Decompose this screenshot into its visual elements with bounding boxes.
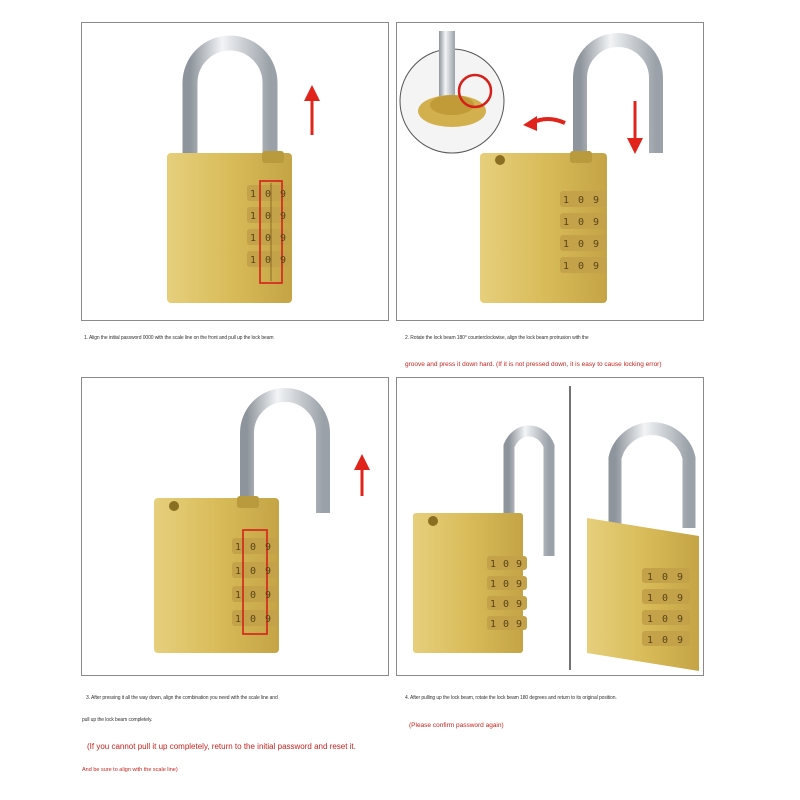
svg-text:9: 9: [280, 189, 287, 200]
step-3-caption: 3. After pressing it all the way down, align the combination you need with the scale line and: [86, 695, 278, 701]
svg-text:9: 9: [593, 239, 600, 250]
svg-text:1: 1: [647, 614, 654, 625]
svg-text:9: 9: [593, 261, 600, 272]
svg-text:9: 9: [280, 233, 287, 244]
step-2-panel: [396, 22, 704, 321]
svg-text:1: 1: [250, 211, 257, 222]
step-4-padlock-illustration: [397, 378, 704, 676]
step-3-caption-line2: pull up the lock beam completely.: [82, 717, 153, 723]
step-2-warning: groove and press it down hard. (If it is not pressed down, it is easy to cause locking error): [405, 361, 662, 368]
step-2-caption: 2. Rotate the lock beam 180° counterclockwise, align the lock beam protrusion with the: [405, 335, 589, 341]
step-1-panel: [81, 22, 389, 321]
svg-text:9: 9: [516, 559, 523, 570]
svg-text:0: 0: [662, 572, 669, 583]
svg-text:0: 0: [662, 635, 669, 646]
step-2-padlock-illustration: [397, 23, 704, 321]
svg-text:9: 9: [677, 593, 684, 604]
svg-text:1: 1: [647, 572, 654, 583]
svg-text:1: 1: [490, 579, 497, 590]
svg-text:0: 0: [503, 579, 510, 590]
svg-text:9: 9: [265, 590, 272, 601]
groove-detail-inset: [400, 31, 504, 153]
svg-text:9: 9: [516, 619, 523, 630]
pull-up-arrow-icon: [304, 85, 320, 135]
svg-text:1: 1: [563, 239, 570, 250]
svg-text:0: 0: [578, 195, 585, 206]
step-3-padlock-illustration: [82, 378, 389, 676]
svg-text:0: 0: [503, 619, 510, 630]
svg-text:1: 1: [563, 261, 570, 272]
step-3-panel: [81, 377, 389, 676]
svg-text:9: 9: [516, 599, 523, 610]
svg-text:1: 1: [250, 189, 257, 200]
svg-text:9: 9: [265, 566, 272, 577]
svg-text:0: 0: [578, 217, 585, 228]
svg-text:1: 1: [250, 233, 257, 244]
svg-text:0: 0: [662, 614, 669, 625]
svg-text:0: 0: [250, 566, 257, 577]
step-4-warning: (Please confirm password again): [409, 722, 504, 729]
svg-text:0: 0: [265, 189, 272, 200]
svg-text:1: 1: [647, 593, 654, 604]
step-1-caption: 1. Align the initial password 0000 with the scale line on the front and pull up the lock beam: [84, 335, 274, 341]
svg-text:1: 1: [490, 619, 497, 630]
svg-text:1: 1: [490, 559, 497, 570]
svg-text:0: 0: [578, 239, 585, 250]
svg-text:9: 9: [677, 614, 684, 625]
svg-text:9: 9: [516, 579, 523, 590]
svg-text:9: 9: [593, 195, 600, 206]
svg-text:0: 0: [250, 542, 257, 553]
svg-text:1: 1: [490, 599, 497, 610]
svg-text:0: 0: [265, 255, 272, 266]
svg-text:0: 0: [265, 233, 272, 244]
svg-text:9: 9: [265, 614, 272, 625]
svg-text:1: 1: [235, 614, 242, 625]
svg-text:1: 1: [235, 566, 242, 577]
press-down-arrow-icon: [627, 101, 643, 154]
svg-text:9: 9: [677, 635, 684, 646]
svg-text:9: 9: [280, 255, 287, 266]
svg-text:1: 1: [647, 635, 654, 646]
svg-text:1: 1: [563, 195, 570, 206]
svg-text:0: 0: [662, 593, 669, 604]
svg-text:9: 9: [280, 211, 287, 222]
svg-text:0: 0: [250, 614, 257, 625]
step-3-warning: (If you cannot pull it up completely, return to the initial password and reset it.: [87, 742, 356, 751]
svg-text:1: 1: [250, 255, 257, 266]
step-1-padlock-illustration: [82, 23, 389, 321]
svg-text:9: 9: [265, 542, 272, 553]
step-4-panel: [396, 377, 704, 676]
svg-text:0: 0: [265, 211, 272, 222]
pull-up-arrow-icon: [354, 454, 370, 496]
svg-text:0: 0: [503, 599, 510, 610]
svg-text:1: 1: [235, 590, 242, 601]
step-4-caption: 4. After pulling up the lock beam, rotate the lock beam 180 degrees and return to its original position.: [405, 695, 617, 701]
step-3-warning-line2: And be sure to align with the scale line): [82, 767, 178, 773]
svg-text:0: 0: [503, 559, 510, 570]
svg-text:1: 1: [563, 217, 570, 228]
rotate-counterclockwise-arrow-icon: [523, 116, 565, 131]
svg-text:0: 0: [578, 261, 585, 272]
svg-text:0: 0: [250, 590, 257, 601]
svg-text:9: 9: [677, 572, 684, 583]
svg-text:1: 1: [235, 542, 242, 553]
svg-text:9: 9: [593, 217, 600, 228]
